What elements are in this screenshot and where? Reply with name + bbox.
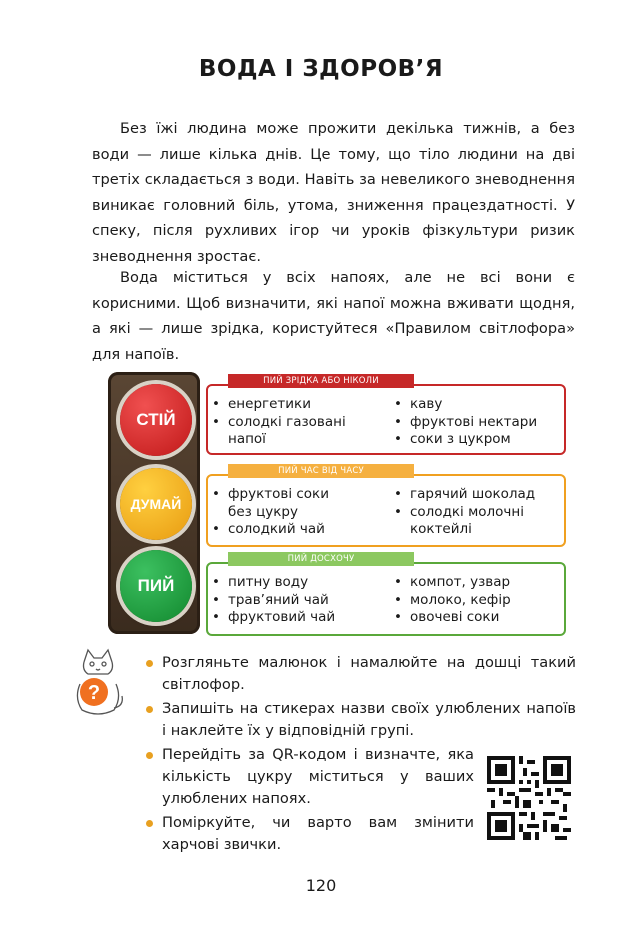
list-item: • солодкий чай	[212, 521, 382, 539]
page-number: 120	[305, 876, 337, 895]
paragraph-rule: Вода міститься у всіх напоях, але не всі вони є корисними. Щоб визначити, які напої можна вживати щодня, а які — лише зрідка, користуйтеся «Правилом світлофора» для напоїв.	[92, 269, 575, 363]
task-item: Розгляньте малюнок і намалюйте на дошці такий світлофор.	[146, 652, 576, 696]
group-rarely-left-list	[212, 396, 382, 449]
list-item: • солодкі молочні	[394, 504, 564, 522]
list-item: без цукру	[228, 503, 298, 520]
list-item: • питну воду	[212, 574, 382, 592]
green-lamp: ПИЙ	[120, 550, 192, 622]
list-item: напої	[228, 431, 266, 447]
yellow-lamp: ДУМАЙ	[120, 468, 192, 540]
page-title: ВОДА І ЗДОРОВ’Я	[198, 56, 444, 82]
list-item: • енергетики	[212, 396, 382, 414]
group-sometimes-left-list	[212, 486, 382, 539]
red-lamp: СТІЙ	[120, 384, 192, 456]
list-item: • овочеві соки	[394, 609, 564, 627]
list-item: • каву	[394, 396, 564, 414]
paragraph-intro: Без їжі людина може прожити декілька тижнів, а без води — лише кілька днів. Це тому, що тіло людини на дві третіх складається з води. Навіть за невеликого зневоднення виникає головний біль, утома, зниження працездатності. У спеку, після рухливих ігор чи уроків фізкультури ризик зневоднення зростає.	[92, 120, 575, 265]
list-item: коктейлі	[410, 521, 472, 537]
list-item: • фруктовий чай	[212, 609, 382, 627]
list-item: • трав’яний чай	[212, 592, 382, 610]
group-sometimes-right-list	[394, 486, 564, 539]
list-item: • гарячий шоколад	[394, 486, 564, 504]
group-rarely-header: ПИЙ ЗРІДКА АБО НІКОЛИ	[228, 374, 414, 388]
list-item: • молоко, кефір	[394, 592, 564, 610]
group-freely	[206, 554, 566, 636]
question-mark: ?	[87, 682, 101, 704]
cat-question-icon	[70, 648, 126, 718]
list-item: • соки з цукром	[394, 431, 564, 449]
traffic-light	[108, 372, 200, 634]
list-item: • фруктові нектари	[394, 414, 564, 432]
group-rarely-right-list	[394, 396, 564, 449]
group-freely-right-list	[394, 574, 564, 627]
group-freely-header: ПИЙ ДОСХОЧУ	[228, 552, 414, 566]
list-item: • фруктові соки	[212, 486, 382, 504]
group-sometimes-header: ПИЙ ЧАС ВІД ЧАСУ	[228, 464, 414, 478]
list-item: • солодкі газовані	[212, 414, 382, 432]
list-item: • компот, узвар	[394, 574, 564, 592]
task-item: Перейдіть за QR-кодом і визначте, яка кількість цукру міститься у ваших улюблених напоях.	[146, 744, 474, 810]
group-freely-left-list	[212, 574, 382, 627]
task-item: Поміркуйте, чи варто вам змінити харчові звички.	[146, 812, 474, 856]
group-rarely	[206, 376, 566, 455]
group-sometimes	[206, 466, 566, 547]
qr-code[interactable]	[487, 756, 571, 840]
task-item: Запишіть на стикерах назви своїх улюблених напоїв і наклейте їх у відповідній групі.	[146, 698, 576, 742]
